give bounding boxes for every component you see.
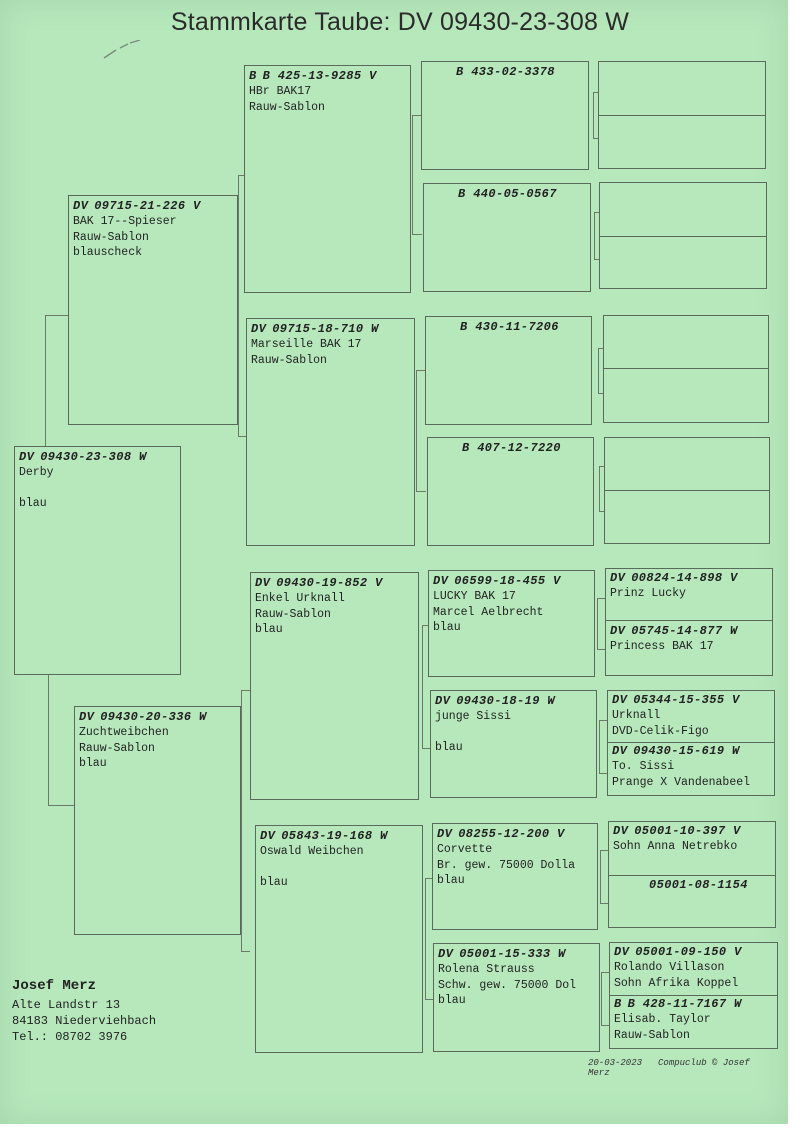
pigeon-name: Sohn Anna Netrebko: [613, 840, 738, 853]
sire-dam-card: [246, 318, 415, 546]
sds-card: [425, 316, 592, 425]
pigeon-breeder: Marcel Aelbrecht: [433, 605, 544, 619]
ring-prefix: DV: [437, 827, 453, 841]
pigeon-breeder: Sohn Afrika Koppel: [614, 976, 739, 990]
ring-number: 05001-10-397 V: [634, 824, 741, 838]
ring-number: 05745-14-877 W: [631, 624, 738, 638]
ring-number: B 407-12-7220: [462, 441, 561, 455]
pigeon-name: Zuchtweibchen: [79, 726, 169, 739]
dds-card: [432, 823, 598, 930]
pigeon-breeder: Rauw-Sablon: [614, 1028, 690, 1042]
pigeon-breeder: Rauw-Sablon: [255, 607, 331, 621]
pigeon-color: blau: [79, 757, 107, 770]
sss-card: [421, 61, 589, 170]
ring-number: B 430-11-7206: [460, 320, 559, 334]
pigeon-color: blau: [255, 623, 283, 636]
ring-prefix: DV: [435, 694, 451, 708]
pigeon-name: Oswald Weibchen: [260, 845, 364, 858]
ring-number: B 433-02-3378: [456, 65, 555, 79]
ddd-card: [433, 943, 600, 1052]
pigeon-color: blau: [260, 876, 288, 889]
g5-pair-ddd: [609, 942, 778, 1049]
ring-number: 09430-15-619 W: [633, 744, 740, 758]
ring-prefix: DV: [19, 450, 35, 464]
sdd-card: [427, 437, 594, 546]
pigeon-color: blau: [19, 497, 47, 510]
pigeon-name: Princess BAK 17: [610, 640, 714, 653]
pigeon-name: Prinz Lucky: [610, 587, 686, 600]
connector: [241, 690, 250, 952]
pigeon-name: Derby: [19, 466, 54, 479]
pigeon-breeder: DVD-Celik-Figo: [612, 724, 709, 738]
g5-pair-dss: [605, 568, 773, 676]
owner-phone: Tel.: 08702 3976: [12, 1030, 128, 1044]
sire-card: [68, 195, 238, 425]
pigeon-breeder: Prange X Vandenabeel: [612, 775, 751, 789]
pigeon-breeder: Schw. gew. 75000 Dol: [438, 978, 577, 992]
ring-prefix: DV: [612, 693, 628, 707]
pigeon-color: blau: [433, 621, 461, 634]
owner-city: 84183 Niederviehbach: [12, 1014, 157, 1028]
ring-prefix: DV: [73, 199, 89, 213]
ssd-card: [423, 183, 591, 292]
g5-pair-dds: [608, 821, 776, 928]
ring-number: 06599-18-455 V: [454, 574, 561, 588]
pigeon-note: [19, 481, 176, 497]
footer-credit: Compuclub © Josef Merz: [588, 1058, 750, 1078]
pigeon-name: LUCKY BAK 17: [433, 590, 516, 603]
g5-empty-pair: [603, 315, 769, 423]
pigeon-name: To. Sissi: [612, 760, 675, 773]
dam-sire-card: [250, 572, 419, 800]
pigeon-color: blau: [437, 874, 465, 887]
g5-empty-pair: [599, 182, 767, 289]
ring-prefix: DV: [614, 945, 630, 959]
dss-card: [428, 570, 595, 677]
ring-number: 09430-23-308 W: [40, 450, 147, 464]
pigeon-breeder: Br. gew. 75000 Dolla: [437, 858, 576, 872]
ring-number: B 440-05-0567: [458, 187, 557, 201]
owner-address: [12, 978, 156, 1045]
pigeon-name: Urknall: [612, 709, 661, 722]
pigeon-name: Elisab. Taylor: [614, 1013, 711, 1026]
ring-number: 05001-09-150 V: [635, 945, 742, 959]
connector: [48, 675, 75, 806]
subject-pigeon-card: [14, 446, 181, 675]
ring-prefix: B: [614, 997, 622, 1011]
ring-prefix: DV: [433, 574, 449, 588]
g5-empty-pair: [604, 437, 770, 544]
pigeon-name: junge Sissi: [435, 710, 511, 723]
sire-sire-card: [244, 65, 411, 293]
dam-dam-card: [255, 825, 423, 1053]
pigeon-name: Corvette: [437, 843, 493, 856]
pigeon-breeder: Rauw-Sablon: [79, 741, 155, 755]
ring-number: 05001-15-333 W: [459, 947, 566, 961]
g5-pair-dsd: [607, 690, 775, 796]
ring-prefix: DV: [79, 710, 95, 724]
ring-number: 09715-18-710 W: [272, 322, 379, 336]
ring-prefix: DV: [610, 571, 626, 585]
ring-prefix: DV: [613, 824, 629, 838]
ring-number: 09430-18-19 W: [456, 694, 556, 708]
ring-number: B 425-13-9285 V: [262, 69, 377, 83]
pigeon-name: Marseille BAK 17: [251, 338, 362, 351]
ring-number: 05344-15-355 V: [633, 693, 740, 707]
ring-number: 05843-19-168 W: [281, 829, 388, 843]
owner-name: Josef Merz: [12, 978, 97, 994]
pigeon-name: HBr BAK17: [249, 85, 312, 98]
pigeon-name: Rolando Villason: [614, 961, 725, 974]
pigeon-breeder: Rauw-Sablon: [251, 353, 327, 367]
pigeon-name: Rolena Strauss: [438, 963, 535, 976]
pigeon-note: [260, 860, 418, 876]
pigeon-color: blau: [438, 994, 466, 1007]
ring-number: B 428-11-7167 W: [627, 997, 742, 1011]
pigeon-name: BAK 17--Spieser: [73, 215, 177, 228]
ring-number: 08255-12-200 V: [458, 827, 565, 841]
dsd-card: [430, 690, 597, 798]
dam-card: [74, 706, 241, 935]
pen-mark-icon: [102, 40, 142, 60]
pigeon-color: blau: [435, 741, 463, 754]
ring-prefix: DV: [255, 576, 271, 590]
page-title: Stammkarte Taube: DV 09430-23-308 W: [170, 8, 630, 36]
ring-number: 05001-08-1154: [649, 878, 748, 892]
ring-prefix: DV: [260, 829, 276, 843]
connector: [45, 315, 70, 447]
ring-prefix: DV: [610, 624, 626, 638]
ring-prefix: DV: [612, 744, 628, 758]
ring-prefix: DV: [251, 322, 267, 336]
ring-number: 09715-21-226 V: [94, 199, 201, 213]
pigeon-name: Enkel Urknall: [255, 592, 345, 605]
ring-prefix: DV: [438, 947, 454, 961]
pigeon-color: blauscheck: [73, 246, 143, 259]
pigeon-breeder: Rauw-Sablon: [249, 100, 325, 114]
pigeon-note: [435, 725, 592, 741]
ring-number: 00824-14-898 V: [631, 571, 738, 585]
owner-street: Alte Landstr 13: [12, 998, 121, 1012]
ring-prefix: B: [249, 69, 257, 83]
pigeon-breeder: Rauw-Sablon: [73, 230, 149, 244]
g5-empty-pair: [598, 61, 766, 169]
footer-date: 20-03-2023: [588, 1058, 643, 1068]
footer: [588, 1058, 788, 1078]
ring-number: 09430-20-336 W: [100, 710, 207, 724]
ring-number: 09430-19-852 V: [276, 576, 383, 590]
